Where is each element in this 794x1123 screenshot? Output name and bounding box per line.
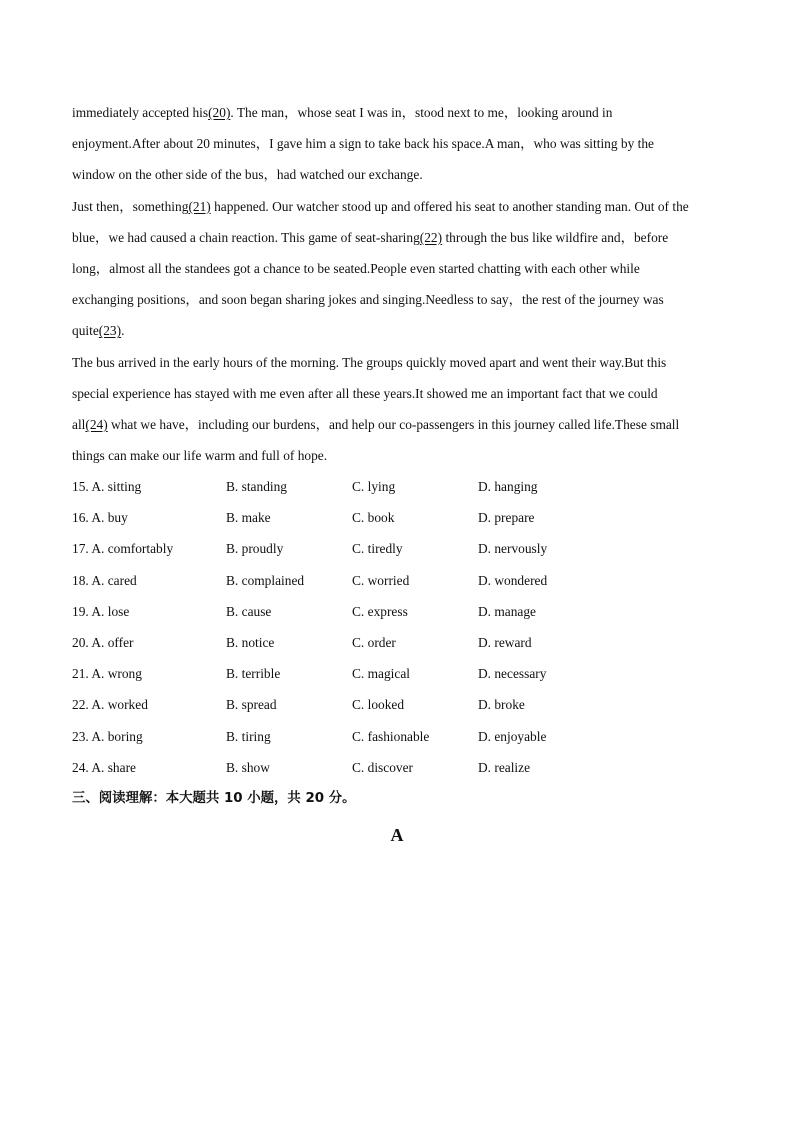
question-number: 16. xyxy=(72,510,89,526)
passage-text: Just then，something xyxy=(72,198,189,214)
passage-line xyxy=(72,315,722,346)
option-c: C. magical xyxy=(352,666,411,682)
passage-text: what we have，including our burdens，and help our co-passengers in this journey called life.These small xyxy=(107,416,680,432)
question-row xyxy=(72,627,692,658)
blank-number: (23) xyxy=(98,323,122,339)
option-a xyxy=(72,471,141,502)
passage-text: exchanging positions，and soon began sharing jokes and singing.Needless to say，the rest of the journey was xyxy=(72,292,664,308)
question-number: 17. xyxy=(72,541,89,557)
option-a-text: A. lose xyxy=(91,603,130,619)
option-b: B. standing xyxy=(226,479,288,494)
question-number: 23. xyxy=(72,728,89,744)
blank-number: (20) xyxy=(208,105,231,120)
passage-text: long，almost all the standees got a chance to be seated.People even started chatting with each other while xyxy=(72,260,640,276)
passage-line xyxy=(72,253,722,284)
question-number: 24. xyxy=(72,759,89,775)
option-c: C. express xyxy=(352,603,408,619)
option-d: D. nervously xyxy=(478,541,548,557)
question-number: 22. xyxy=(72,697,89,713)
question-number: 21. xyxy=(72,666,89,682)
option-a-text: A. cared xyxy=(91,572,137,588)
passage-text: window on the other side of the bus，had watched our exchange. xyxy=(72,167,423,183)
passage-label: A xyxy=(390,825,404,845)
option-a xyxy=(72,689,148,720)
option-a-text: A. boring xyxy=(91,728,143,744)
passage-text: The bus arrived in the early hours of the morning. The groups quickly moved apart and went their way.But this xyxy=(72,354,667,370)
option-a xyxy=(72,533,173,564)
option-a xyxy=(72,502,128,533)
option-b: B. make xyxy=(226,510,271,526)
option-b: B. show xyxy=(226,759,270,775)
passage-line xyxy=(72,378,722,409)
passage-text: happened. Our watcher stood up and offered his seat to another standing man. Out of the xyxy=(210,198,689,214)
question-row xyxy=(72,721,692,752)
option-d: D. realize xyxy=(478,759,531,775)
option-a-text: A. offer xyxy=(91,634,134,650)
option-b: B. cause xyxy=(226,603,272,619)
passage-text: blue，we had caused a chain reaction. This game of seat-sharing xyxy=(72,229,420,245)
section-heading: 三、阅读理解：本大题共 10 小题，共 20 分。 xyxy=(72,791,356,806)
option-a-text: A. comfortably xyxy=(91,541,174,557)
option-c: C. book xyxy=(352,510,395,526)
option-c: C. lying xyxy=(352,479,396,494)
passage-line xyxy=(72,284,722,315)
passage-line xyxy=(72,97,722,128)
option-a-text: A. sitting xyxy=(91,479,142,494)
option-d: D. manage xyxy=(478,603,537,619)
blank-number: (22) xyxy=(419,229,443,245)
passage-text: . xyxy=(121,323,125,339)
passage-text: things can make our life warm and full of hope. xyxy=(72,448,328,464)
passage-text: special experience has stayed with me even after all these years.It showed me an important fact that we could xyxy=(72,385,658,401)
question-number: 20. xyxy=(72,634,89,650)
option-c: C. looked xyxy=(352,697,405,713)
question-row xyxy=(72,689,692,720)
passage-text: immediately accepted his xyxy=(72,105,209,120)
option-a xyxy=(72,721,143,752)
passage-text: enjoyment.After about 20 minutes，I gave him a sign to take back his space.A man，who was sitting by the xyxy=(72,136,655,152)
option-d: D. necessary xyxy=(478,666,547,682)
passage-line xyxy=(72,409,722,440)
passage-text: through the bus like wildfire and，before xyxy=(442,229,669,245)
option-a xyxy=(72,658,142,689)
option-a xyxy=(72,596,129,627)
question-row xyxy=(72,471,692,502)
option-c: C. worried xyxy=(352,572,410,588)
option-d: D. reward xyxy=(478,634,532,650)
passage-text: . The man，whose seat I was in，stood next to me，looking around in xyxy=(230,105,613,120)
option-b: B. terrible xyxy=(226,666,281,682)
passage-line xyxy=(72,159,722,190)
question-number: 18. xyxy=(72,572,89,588)
option-a xyxy=(72,565,137,596)
option-d: D. wondered xyxy=(478,572,548,588)
blank-number: (24) xyxy=(85,416,108,432)
option-c: C. fashionable xyxy=(352,728,430,744)
passage-line xyxy=(72,128,722,159)
option-c: C. tiredly xyxy=(352,541,403,557)
option-b: B. spread xyxy=(226,697,277,713)
answer-options xyxy=(72,471,692,783)
cloze-passage xyxy=(72,97,722,471)
option-d: D. hanging xyxy=(478,479,538,494)
question-number: 19. xyxy=(72,603,89,619)
question-row xyxy=(72,596,692,627)
question-row xyxy=(72,533,692,564)
option-d: D. prepare xyxy=(478,510,535,526)
passage-line xyxy=(72,440,722,471)
option-a xyxy=(72,627,134,658)
question-number: 15. xyxy=(72,479,89,494)
passage-text: quite xyxy=(72,323,99,339)
option-a-text: A. worked xyxy=(91,697,148,713)
option-a-text: A. wrong xyxy=(91,666,142,682)
option-b: B. tiring xyxy=(226,728,271,744)
passage-line xyxy=(72,347,722,378)
option-b: B. complained xyxy=(226,572,305,588)
option-d: D. enjoyable xyxy=(478,728,547,744)
option-a-text: A. buy xyxy=(91,510,128,526)
question-row xyxy=(72,565,692,596)
passage-line xyxy=(72,191,722,222)
passage-line xyxy=(72,222,722,253)
passage-text: all xyxy=(72,416,86,432)
question-row xyxy=(72,658,692,689)
option-c: C. discover xyxy=(352,759,413,775)
question-row xyxy=(72,752,692,783)
option-c: C. order xyxy=(352,634,396,650)
question-row xyxy=(72,502,692,533)
option-b: B. proudly xyxy=(226,541,284,557)
option-b: B. notice xyxy=(226,634,275,650)
option-d: D. broke xyxy=(478,697,525,713)
option-a-text: A. share xyxy=(91,759,136,775)
option-a xyxy=(72,752,136,783)
blank-number: (21) xyxy=(188,198,211,214)
